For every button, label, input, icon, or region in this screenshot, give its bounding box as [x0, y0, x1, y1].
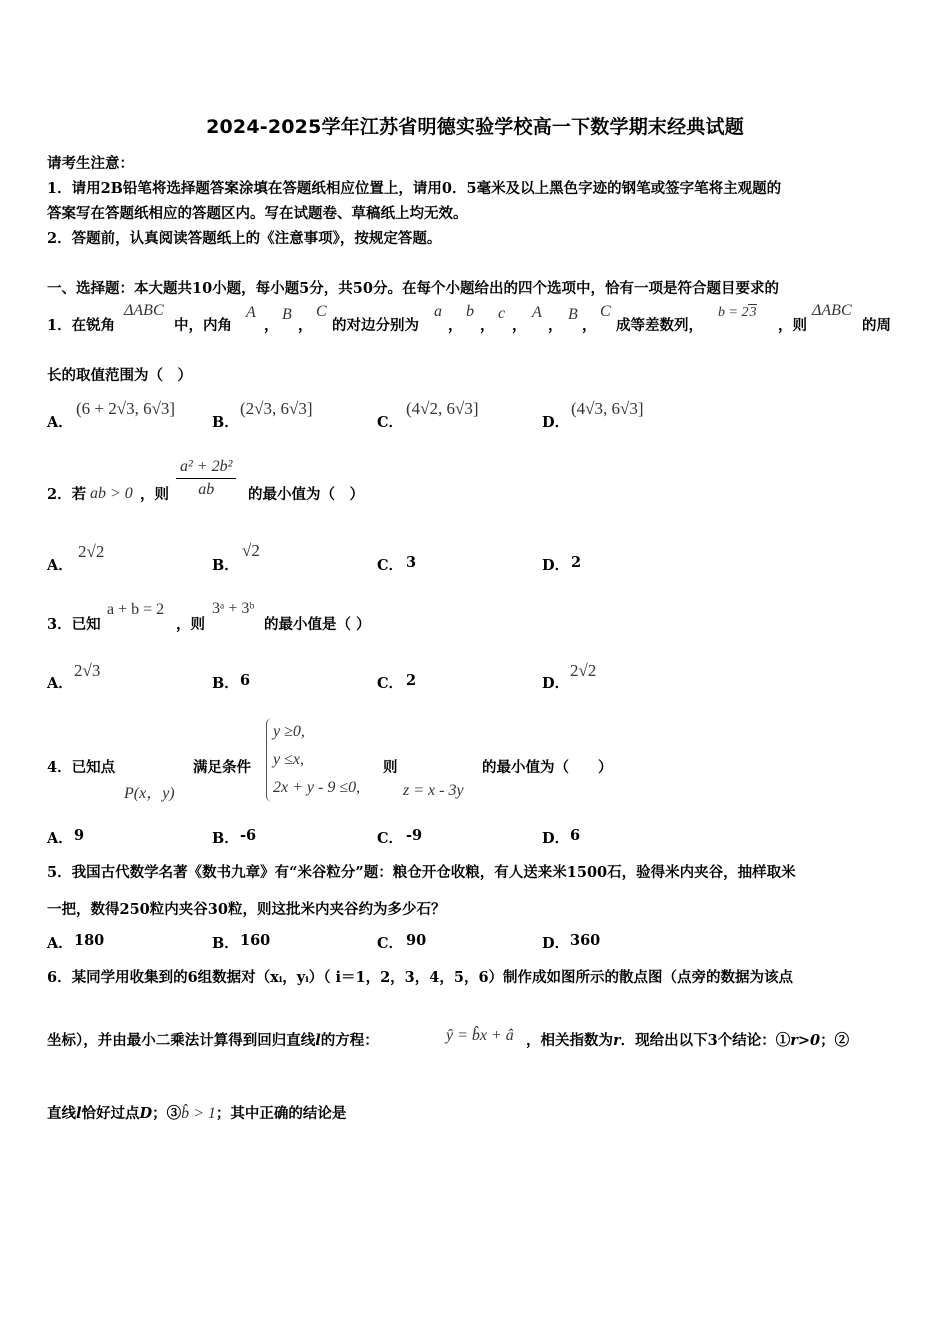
q4-point: P(x，y) — [124, 785, 175, 802]
q6-line2-rest — [526, 1029, 849, 1050]
q5-option-c-label[interactable]: C． — [377, 935, 404, 952]
q4-text-1: 已知点 — [71, 759, 116, 776]
q5-line2: 一把，数得250粒内夹谷30粒，则这批米内夹谷约为多少石？ — [47, 901, 446, 918]
q1-b-sqrt: 3 — [749, 305, 757, 320]
q3-text-3: 的最小值是（ ） — [264, 616, 371, 633]
q6-line3 — [47, 1102, 346, 1123]
q2-fraction-body — [176, 458, 236, 499]
q4-objective: z = x - 3y — [403, 782, 464, 799]
q1-option-d[interactable]: (4√3, 6√3] — [571, 399, 644, 418]
q3-option-b[interactable]: 6 — [240, 672, 251, 689]
q1-text-5: ，则 — [778, 317, 807, 334]
q4-constraint-system — [266, 718, 360, 802]
notice-heading: 请考生注意： — [47, 155, 134, 172]
q4-line — [47, 756, 115, 777]
q6-line2-d: ．现给出以下3个结论：① — [620, 1032, 791, 1049]
q1-comma-7: ， — [582, 317, 597, 334]
q1-b-value — [718, 305, 757, 321]
q4-option-c-label[interactable]: C． — [377, 830, 404, 847]
q6-line2-b: 的方程： — [320, 1032, 379, 1049]
q6-line2-r: r — [613, 1032, 621, 1049]
q2-text-2: ，则 — [140, 486, 169, 503]
q3-number: 3． — [47, 616, 72, 633]
q6-regression-equation: ŷ = b̂x + â — [446, 1027, 514, 1044]
q4-constraint-2: y ≤x, — [273, 751, 304, 768]
q3-option-d[interactable]: 2√2 — [570, 661, 597, 680]
q1-side-b: b — [466, 303, 474, 320]
q6-line3-c: ；③ — [152, 1105, 182, 1122]
q1-option-b[interactable]: (2√3, 6√3] — [240, 399, 313, 418]
q4-text-4: 的最小值为（ ） — [482, 759, 613, 776]
q2-line — [47, 483, 86, 504]
q6-line1 — [47, 966, 793, 987]
q6-line3-d: ；其中正确的结论是 — [215, 1105, 347, 1122]
q6-line3-a: 直线 — [47, 1105, 76, 1122]
q4-text-2: 满足条件 — [193, 759, 251, 776]
page-title: 2024-2025学年江苏省明德实验学校高一下数学期末经典试题 — [206, 116, 744, 138]
q2-fraction-numerator: a² + 2b² — [180, 458, 233, 475]
q2-text-1: 若 — [71, 486, 87, 503]
q6-line2-l: l — [315, 1032, 321, 1049]
q1-triangle: ΔABC — [124, 302, 164, 319]
q1-number: 1． — [47, 317, 72, 334]
q3-text-2: ，则 — [176, 616, 205, 633]
q6-line3-d-point: D — [139, 1105, 153, 1122]
q5-option-b[interactable]: 160 — [240, 932, 271, 949]
q6-line2 — [47, 1029, 379, 1050]
q1-comma-6: ， — [548, 317, 563, 334]
q2-text-3: 的最小值为（ ） — [248, 486, 364, 503]
q1-text-3: 的对边分别为 — [332, 317, 419, 334]
q5-option-a-label[interactable]: A． — [47, 935, 73, 952]
q3-condition: a + b = 2 — [107, 601, 165, 618]
q1-option-a-label[interactable]: A． — [47, 414, 73, 431]
q1-text-4: 成等差数列， — [616, 317, 703, 334]
q4-option-a-label[interactable]: A． — [47, 830, 73, 847]
q4-constraint-1: y ≥0, — [273, 723, 305, 740]
q2-condition: ab > 0 — [90, 485, 133, 502]
q1-comma-1: ， — [264, 317, 279, 334]
notice-item2: 2．答题前，认真阅读答题纸上的《注意事项》，按规定答题。 — [47, 230, 442, 247]
q3-option-a[interactable]: 2√3 — [74, 661, 101, 680]
q3-expression: 3ᵃ + 3ᵇ — [212, 600, 255, 617]
q6-number: 6． — [47, 969, 72, 986]
q5-text-1: 我国古代数学名著《数书九章》有“米谷粒分”题：粮仓开仓收粮，有人送来米1500石，验得米内夹谷，抽样取米 — [71, 864, 796, 881]
q6-line2-c: ，相关指数为 — [526, 1032, 613, 1049]
notice-item1-line1: 1．请用2B铅笔将选择题答案涂填在答题纸相应位置上，请用0．5毫米及以上黑色字迹的钢笔或签字笔将主观题的 — [47, 180, 782, 197]
q2-fraction — [176, 458, 236, 499]
q2-option-d[interactable]: 2 — [571, 554, 582, 571]
q4-text-3: 则 — [383, 759, 398, 776]
q3-option-a-label[interactable]: A． — [47, 675, 73, 692]
q2-option-a[interactable]: 2√2 — [78, 542, 105, 561]
q6-line2-f: ；② — [820, 1032, 850, 1049]
q1-comma-2: ， — [298, 317, 313, 334]
q5-option-d[interactable]: 360 — [570, 932, 601, 949]
q1-comma-3: ， — [448, 317, 463, 334]
q2-option-d-label[interactable]: D． — [542, 557, 570, 574]
q1-text-2: 中，内角 — [174, 317, 232, 334]
q1-angle-c: C — [316, 303, 327, 320]
q5-option-d-label[interactable]: D． — [542, 935, 570, 952]
q3-text-1: 已知 — [71, 616, 101, 633]
q2-option-b-label[interactable]: B． — [212, 557, 239, 574]
q5-option-b-label[interactable]: B． — [212, 935, 239, 952]
q6-line3-l: l — [76, 1105, 82, 1122]
q1-angle-a2: A — [532, 304, 542, 321]
q1-line1 — [47, 314, 115, 335]
q1-option-c[interactable]: (4√2, 6√3] — [406, 399, 479, 418]
q4-option-d-label[interactable]: D． — [542, 830, 570, 847]
q6-slope-inequality: b̂ > 1 — [181, 1105, 216, 1122]
q6-text-1: 某同学用收集到的6组数据对（xᵢ，yᵢ）（ i＝1，2，3，4，5，6）制作成如图所示的散点图（点旁的数据为该点 — [71, 969, 794, 986]
q5-line1 — [47, 861, 796, 882]
q2-option-c-label[interactable]: C． — [377, 557, 404, 574]
q2-option-b[interactable]: √2 — [242, 541, 260, 560]
q4-option-a[interactable]: 9 — [74, 827, 85, 844]
q3-option-c[interactable]: 2 — [406, 672, 417, 689]
q1-triangle-2: ΔABC — [812, 302, 852, 319]
q1-angle-b2: B — [568, 306, 578, 323]
q2-option-a-label[interactable]: A． — [47, 557, 73, 574]
q6-line2-a: 坐标），并由最小二乘法计算得到回归直线 — [47, 1032, 316, 1049]
q5-option-c[interactable]: 90 — [406, 932, 427, 949]
q4-option-b[interactable]: -6 — [240, 827, 257, 844]
q1-angle-a: A — [246, 304, 256, 321]
q3-option-d-label[interactable]: D． — [542, 675, 570, 692]
q4-number: 4． — [47, 759, 72, 776]
q3-option-b-label[interactable]: B． — [212, 675, 239, 692]
q1-option-d-label[interactable]: D． — [542, 414, 570, 431]
q6-line3-b: 恰好过点 — [81, 1105, 140, 1122]
q4-option-d[interactable]: 6 — [570, 827, 581, 844]
q6-line2-e: r>0 — [790, 1032, 821, 1049]
q1-option-c-label[interactable]: C． — [377, 414, 404, 431]
notice-item1-line2: 答案写在答题纸相应的答题区内。写在试题卷、草稿纸上均无效。 — [47, 205, 468, 222]
q4-option-b-label[interactable]: B． — [212, 830, 239, 847]
q1-side-c: c — [498, 305, 506, 322]
q1-comma-5: ， — [512, 317, 527, 334]
q1-side-a: a — [434, 303, 442, 320]
q1-text-6: 的周 — [862, 317, 891, 334]
q3-option-c-label[interactable]: C． — [377, 675, 404, 692]
q1-text: 在锐角 — [71, 317, 116, 334]
q2-option-c[interactable]: 3 — [406, 554, 417, 571]
q4-constraint-3: 2x + y - 9 ≤0, — [273, 779, 361, 796]
section1-heading: 一、选择题：本大题共10小题，每小题5分，共50分。在每个小题给出的四个选项中，恰有一项是符合题目要求的 — [47, 280, 779, 297]
q3-line — [47, 613, 101, 634]
q1-option-b-label[interactable]: B． — [212, 414, 239, 431]
q5-option-a[interactable]: 180 — [74, 932, 105, 949]
q1-line2: 长的取值范围为（ ） — [47, 367, 192, 384]
q2-number: 2． — [47, 486, 72, 503]
q1-comma-4: ， — [480, 317, 495, 334]
q2-fraction-denominator: ab — [176, 478, 236, 499]
q4-option-c[interactable]: -9 — [406, 827, 423, 844]
q1-angle-b: B — [282, 306, 292, 323]
q1-b-eq: b = 2 — [718, 305, 749, 320]
q1-angle-c2: C — [600, 303, 611, 320]
q1-option-a[interactable]: (6 + 2√3, 6√3] — [76, 399, 176, 418]
q5-number: 5． — [47, 864, 72, 881]
